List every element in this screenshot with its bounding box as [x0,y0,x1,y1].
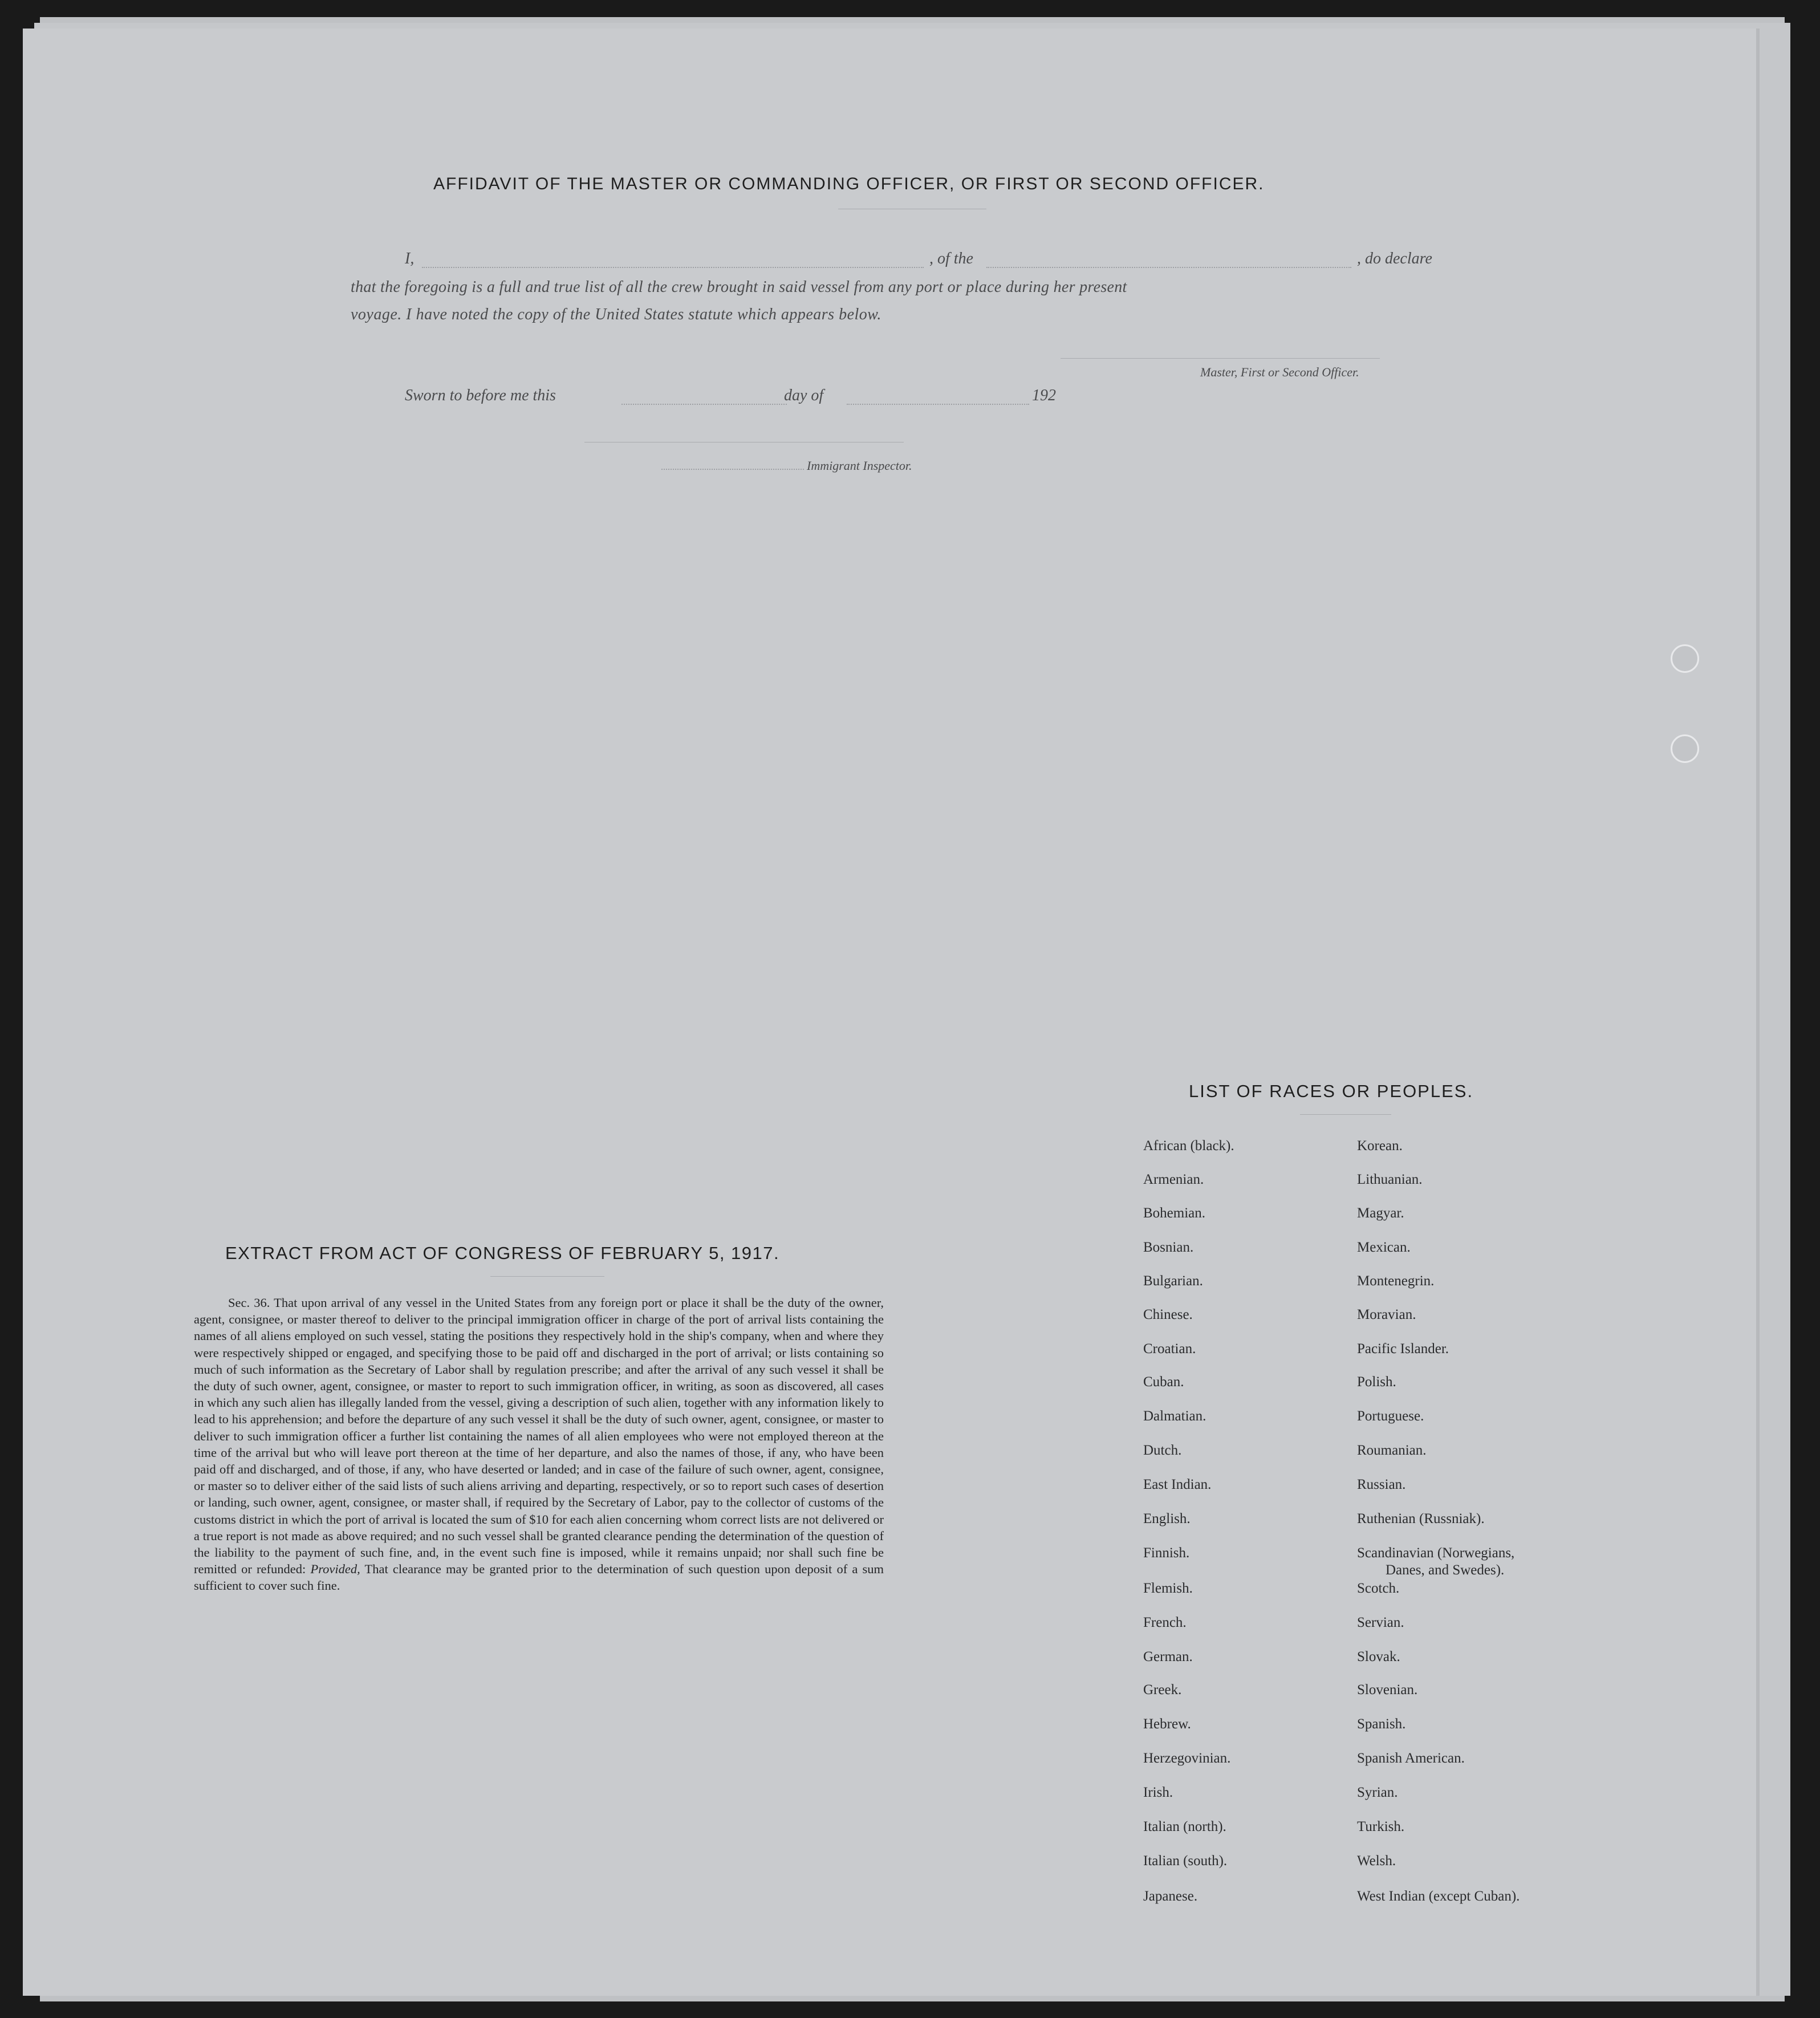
master-signature-line[interactable] [1061,358,1380,359]
declare-text: , do declare [1357,250,1432,267]
race-item: French. [1143,1615,1187,1630]
race-item: Mexican. [1357,1240,1411,1255]
race-item: Greek. [1143,1682,1182,1698]
race-item: Croatian. [1143,1341,1196,1357]
inspector-label-rule [661,469,804,470]
race-item: Magyar. [1357,1205,1404,1221]
race-item: African (black). [1143,1138,1234,1154]
race-item: Polish. [1357,1374,1396,1390]
race-item: Japanese. [1143,1889,1198,1904]
day-of-text: day of [784,387,824,404]
race-item: Hebrew. [1143,1716,1191,1732]
race-item: Spanish American. [1357,1751,1465,1766]
race-item: Herzegovinian. [1143,1751,1231,1766]
statute-body-a: That upon arrival of any vessel in the United States from any foreign port or place it shall be the duty of the owner, agent, consignee, or master thereof to deliver to the principal immigration officer in charge of the port of arrival lists containing the names of all aliens employed on such vessel, stating the positions they respectively hold in the ship's company, when and where they were respectively shipped or engaged, and specifying those to be paid off and discharged in the port of arrival; or lists containing so much of such information as the Secretary of Labor shall by regulation prescribe; and after the arrival of any such vessel it shall be the duty of such owner, agent, consignee, or master to report to such immigration officer, in writing, as soon as discovered, all cases in which any such alien has illegally landed from the vessel, giving a description of such alien, together with any information likely to lead to his apprehension; and before the departure of any such vessel it shall be the duty of such owner, agent, consignee, or master to deliver to such immigration officer a further list containing the names of all alien employees who were not employed thereon at the time of the arrival but who will leave port thereon at the time of her departure, and also the names of those, if any, who have been paid off and discharged, and of those, if any, who have deserted or landed; and in case of the failure of such owner, agent, consignee, or master so to deliver either of the said lists of such aliens arriving and departing, respectively, or so to report such cases of desertion or landing, such owner, agent, consignee, or master shall, if required by the Secretary of Labor, pay to the collector of customs of the customs district in which the port of arrival is located the sum of $10 for each alien concerning whom correct lists are not delivered or a true report is not made as above required; and no such vessel shall be granted clearance pending the determination of the question of the liability to the payment of such fine, and, in the event such fine is imposed, while it remains unpaid; nor shall such fine be remitted or refunded: [194,1296,884,1577]
sworn-text: Sworn to before me this [405,387,556,404]
inspector-label: Immigrant Inspector. [807,458,912,473]
binder-hole [1671,644,1699,673]
race-item: Russian. [1357,1477,1406,1492]
race-item: Slovak. [1357,1649,1400,1664]
statute-body-b: That clearance may be granted prior to the determination of such question upon deposit of a sum sufficient to cover such fine. [194,1562,884,1593]
race-item: Dalmatian. [1143,1408,1206,1424]
sworn-month-blank[interactable] [847,404,1029,405]
race-item: East Indian. [1143,1477,1212,1492]
affidavit-line-2: that the foregoing is a full and true list of all the crew brought in said vessel from any port or place during her present [351,278,1127,296]
race-item: Montenegrin. [1357,1273,1435,1289]
sworn-day-blank[interactable] [621,404,787,405]
race-item: Moravian. [1357,1307,1416,1322]
extract-title: EXTRACT FROM ACT OF CONGRESS OF FEBRUARY 5, 1917. [225,1243,780,1263]
races-title: LIST OF RACES OR PEOPLES. [1189,1081,1474,1101]
race-item: Servian. [1357,1615,1404,1630]
race-item: Finnish. [1143,1545,1190,1561]
race-item: Ruthenian (Russniak). [1357,1511,1485,1526]
race-item: Slovenian. [1357,1682,1418,1698]
race-item: Syrian. [1357,1785,1398,1800]
race-item: Lithuanian. [1357,1172,1423,1187]
race-item: Bohemian. [1143,1205,1206,1221]
race-item: Italian (south). [1143,1853,1228,1869]
race-item: Korean. [1357,1138,1403,1154]
race-item: West Indian (except Cuban). [1357,1889,1520,1904]
manifest-page [23,29,1760,1996]
provided-word: Provided, [310,1562,360,1577]
race-item: Italian (north). [1143,1819,1226,1834]
race-item: Bosnian. [1143,1240,1194,1255]
race-item: Pacific Islander. [1357,1341,1449,1357]
race-item: Dutch. [1143,1443,1182,1458]
race-item: Portuguese. [1357,1408,1424,1424]
year-text: 192 [1032,387,1056,404]
declarant-prefix: I, [405,250,415,267]
race-item: Scandinavian (Norwegians, [1357,1545,1515,1561]
affidavit-line-3: voyage. I have noted the copy of the United States statute which appears below. [351,306,881,323]
vessel-name-blank[interactable] [986,267,1351,268]
race-item: German. [1143,1649,1193,1664]
race-item: Spanish. [1357,1716,1406,1732]
extract-title-rule [490,1276,604,1277]
race-item: Bulgarian. [1143,1273,1203,1289]
of-the-text: , of the [929,250,973,267]
affidavit-title: AFFIDAVIT OF THE MASTER OR COMMANDING OFFICER, OR FIRST OR SECOND OFFICER. [433,174,1265,193]
race-item: Irish. [1143,1785,1173,1800]
declarant-name-blank[interactable] [422,267,924,268]
race-item: Armenian. [1143,1172,1204,1187]
race-item: Chinese. [1143,1307,1193,1322]
statute-paragraph [194,1294,884,1594]
race-item: Scotch. [1357,1581,1400,1596]
races-title-rule [1300,1114,1391,1115]
race-item: Welsh. [1357,1853,1396,1869]
master-signature-label: Master, First or Second Officer. [1200,365,1359,379]
race-item: Flemish. [1143,1581,1193,1596]
section-label: Sec. 36. [228,1296,270,1310]
race-item: English. [1143,1511,1191,1526]
race-item: Roumanian. [1357,1443,1427,1458]
race-item: Cuban. [1143,1374,1184,1390]
binder-hole [1671,734,1699,763]
race-item: Turkish. [1357,1819,1405,1834]
race-item: Danes, and Swedes). [1386,1562,1505,1578]
